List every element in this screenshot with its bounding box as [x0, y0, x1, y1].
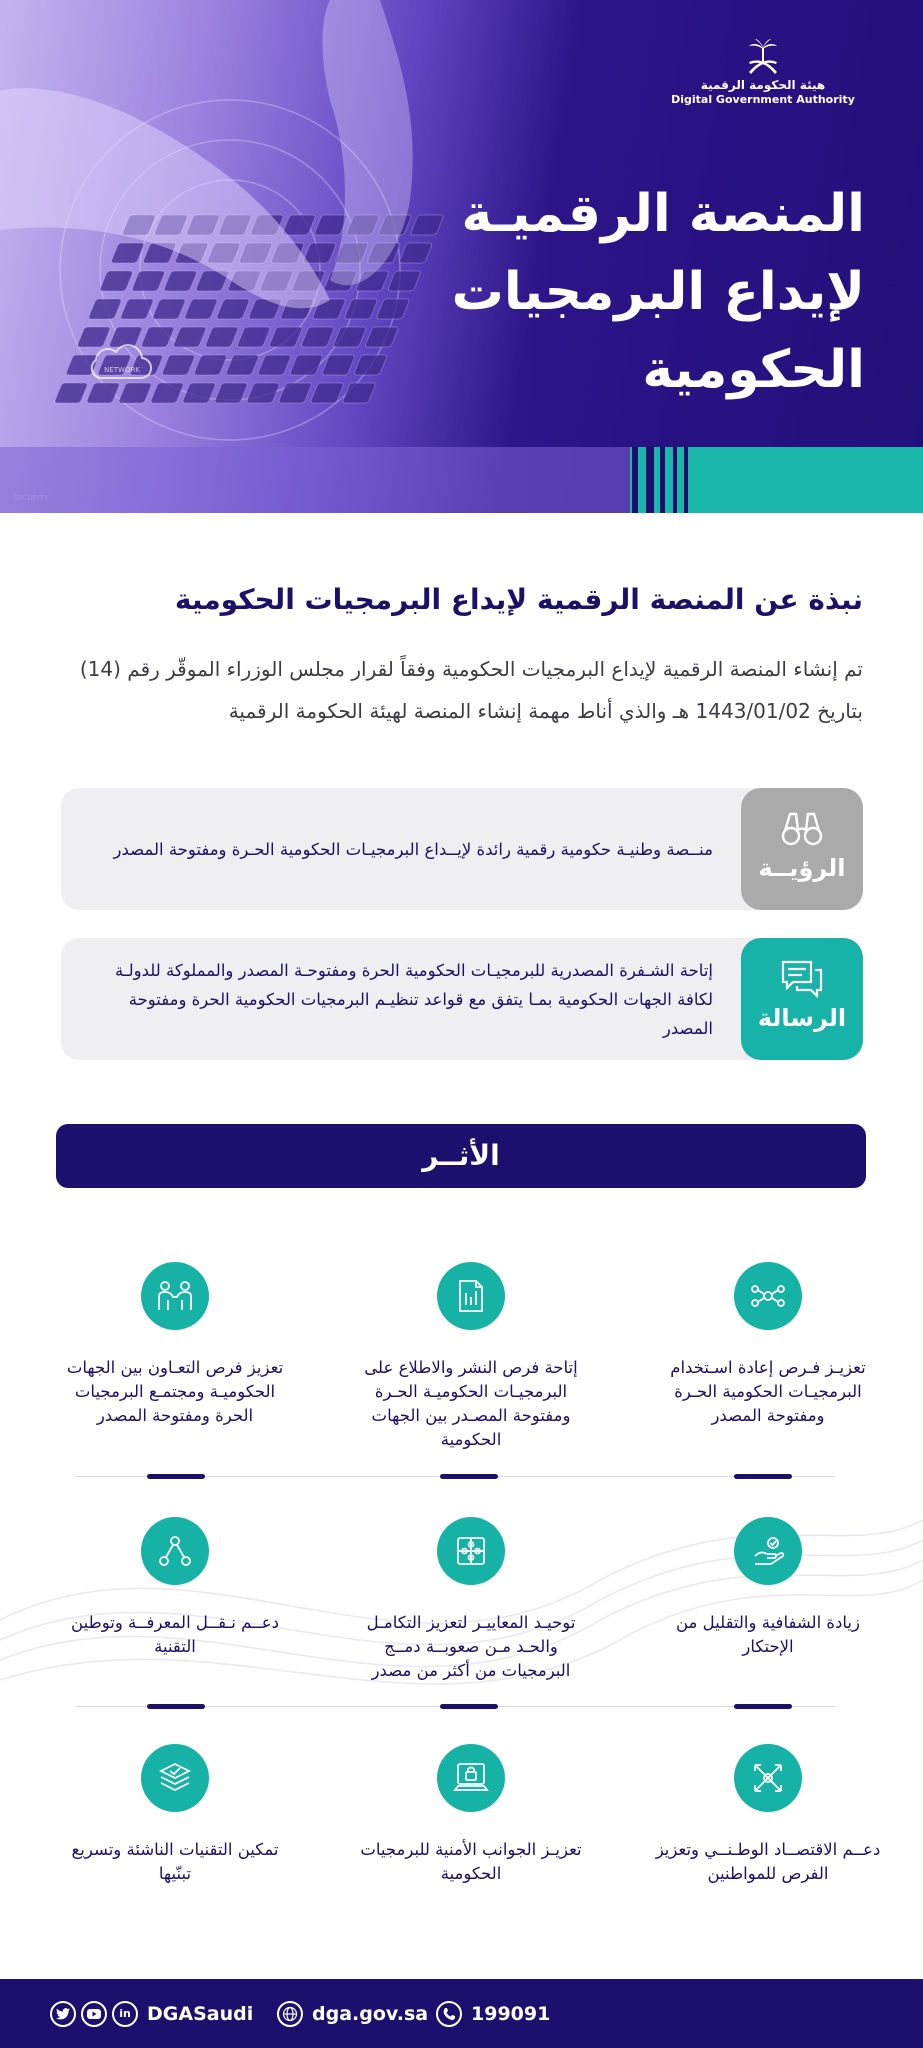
vision-badge — [741, 788, 863, 910]
hero-stripe — [0, 447, 923, 513]
title-line-1: المنصة الرقميـة — [461, 184, 865, 244]
mission-card — [61, 938, 863, 1060]
mission-text: إتاحة الشـفرة المصدرية للبرمجيـات الحكومية الحرة ومفتوحـة المصدر والمملوكة للدولـة لكافة الجهات الحكومية بمـا يتفق مع قواعد تنظيـم البرمجيات الحكومية الحرة ومفتوحة المصدر — [114, 960, 713, 1038]
row-2-marker-left — [147, 1704, 205, 1709]
phone-text: 199091 — [471, 2002, 551, 2025]
binoculars-icon — [780, 808, 824, 848]
impact-text-6: دعــم نـقــل المعرفــة وتوطين التقنية — [71, 1613, 279, 1656]
network-label: NETWORK — [104, 366, 140, 374]
vision-label: الرؤيــة — [758, 854, 846, 882]
about-title: نبذة عن المنصة الرقمية لإيداع البرمجيات الحكومية — [174, 583, 863, 616]
impact-text-8: تعزيـز الجوانب الأمنية للبرمجيات الحكومية — [360, 1840, 582, 1883]
impact-text-2: إتاحة فرص النشر والاطلاع على البرمجيـات الحكوميـة الحـرة ومفتوحة المصـدر بين الجهات الحكومية — [364, 1358, 578, 1449]
youtube-icon[interactable] — [81, 2001, 107, 2027]
title-line-2: لإيداع البرمجيات — [451, 262, 865, 322]
impact-item-reuse — [648, 1262, 888, 1428]
layers-check-icon — [141, 1744, 209, 1812]
economy-icon — [734, 1744, 802, 1812]
chat-icon — [779, 958, 825, 998]
impact-item-economy — [648, 1744, 888, 1886]
palm-swords-emblem-icon — [743, 38, 783, 76]
impact-item-transparency — [648, 1517, 888, 1659]
phone-icon — [436, 2001, 462, 2027]
mission-label: الرسالة — [757, 1004, 847, 1032]
impact-item-standards — [351, 1517, 591, 1683]
twitter-icon[interactable] — [50, 2001, 76, 2027]
impact-item-security — [351, 1744, 591, 1886]
website-text: dga.gov.sa — [312, 2002, 429, 2025]
dga-logo — [663, 38, 863, 107]
impact-text-7: دعــم الاقتصــاد الوطـنــي وتعزيز الفرص للمواطنين — [655, 1840, 881, 1883]
vision-card — [61, 788, 863, 910]
puzzle-icon — [437, 1517, 505, 1585]
footer — [0, 1979, 923, 2048]
row-1-marker-center — [440, 1474, 498, 1479]
about-text: تم إنشاء المنصة الرقمية لإيداع البرمجيات الحكومية وفقاً لقرار مجلس الوزراء الموقّر رقم (14) بتاريخ 1443/01/02 هـ والذي أناط مهمة إنشاء المنصة لهيئة الحكومة الرقمية — [79, 657, 863, 723]
row-1-marker-left — [147, 1474, 205, 1479]
row-2-marker-center — [440, 1704, 498, 1709]
impact-text-4: زيادة الشفافية والتقليل من الإحتكار — [676, 1613, 860, 1656]
impact-text-5: توحيـد المعاييـر لتعزيز التكامـل والحـد مـن صعوبــة دمــج البرمجيات من أكثر من مصدر — [366, 1613, 576, 1680]
vision-text: منــصة وطنيـة حكومية رقمية رائدة لإيــداع البرمجيـات الحكومية الحـرة ومفتوحة المصدر — [113, 839, 713, 859]
impact-text-9: تمكين التقنيات الناشئة وتسريع تبنّيها — [71, 1840, 279, 1883]
impact-heading: الأثــر — [56, 1124, 866, 1188]
collaboration-icon — [141, 1262, 209, 1330]
impact-item-emerging-tech — [55, 1744, 295, 1886]
linkedin-icon[interactable]: in — [112, 2001, 138, 2027]
impact-item-knowledge — [55, 1517, 295, 1659]
org-name-english: Digital Government Authority — [671, 93, 855, 106]
website-link[interactable] — [277, 1979, 428, 2048]
impact-text-1: تعزيـز فـرص إعادة اسـتخدام البرمجيـات الحكومية الحـرة ومفتوحة المصدر — [670, 1358, 866, 1425]
hero-banner — [0, 0, 923, 513]
social-handle[interactable]: DGASaudi — [147, 2002, 254, 2025]
title-line-3: الحكومية — [642, 340, 865, 400]
mission-badge — [741, 938, 863, 1060]
globe-icon — [277, 2001, 303, 2027]
row-1-marker-right — [734, 1474, 792, 1479]
row-2-marker-right — [734, 1704, 792, 1709]
org-name-arabic: هيئة الحكومة الرقمية — [700, 78, 826, 92]
social-links — [50, 1979, 253, 2048]
impact-text-3: تعزيز فرص التعـاون بين الجهات الحكوميـة ومجتمـع البرمجيات الحرة ومفتوحة المصدر — [66, 1358, 284, 1425]
security-lock-icon — [437, 1744, 505, 1812]
impact-item-collaboration — [55, 1262, 295, 1428]
knowledge-transfer-icon — [141, 1517, 209, 1585]
page-title — [385, 175, 865, 409]
document-icon — [437, 1262, 505, 1330]
phone-link[interactable] — [436, 1979, 550, 2048]
impact-item-publish — [351, 1262, 591, 1452]
transparency-icon — [734, 1517, 802, 1585]
network-nodes-icon — [734, 1262, 802, 1330]
